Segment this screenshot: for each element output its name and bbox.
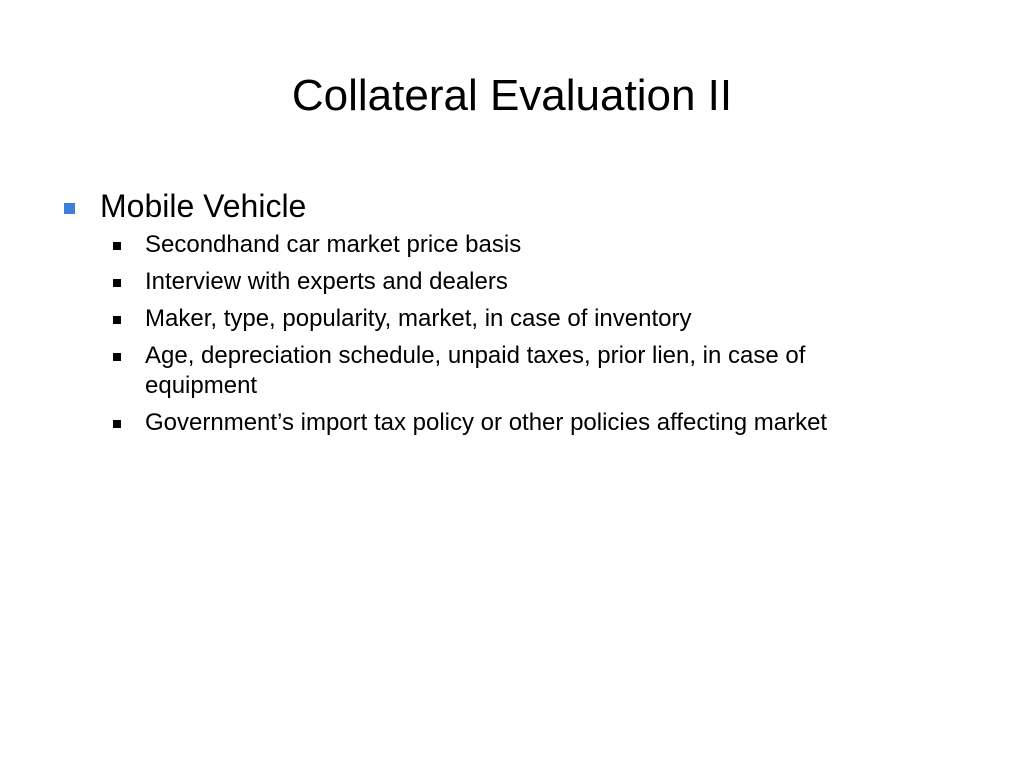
small-square-bullet-icon xyxy=(113,242,121,250)
sub-bullet-text: Secondhand car market price basis xyxy=(145,231,522,258)
small-square-bullet-icon xyxy=(113,279,121,287)
sub-bullet-list xyxy=(62,230,962,438)
sub-bullet-item xyxy=(62,230,875,260)
sub-bullet-text: Age, depreciation schedule, unpaid taxes, prior lien, in case of equipment xyxy=(145,342,806,399)
small-square-bullet-icon xyxy=(113,353,121,361)
sub-bullet-text: Interview with experts and dealers xyxy=(145,268,508,295)
sub-bullet-text: Government’s import tax policy or other policies affecting market xyxy=(145,409,828,436)
square-bullet-icon xyxy=(64,203,75,214)
sub-bullet-item xyxy=(62,408,875,438)
bullet-mobile-vehicle xyxy=(62,186,962,226)
sub-bullet-item xyxy=(62,267,875,297)
small-square-bullet-icon xyxy=(113,420,121,428)
sub-bullet-item xyxy=(62,304,875,334)
slide-content xyxy=(62,186,962,445)
sub-bullet-text: Maker, type, popularity, market, in case of inventory xyxy=(145,305,692,332)
slide-title: Collateral Evaluation II xyxy=(291,71,733,120)
bullet-text: Mobile Vehicle xyxy=(100,188,307,224)
sub-bullet-item xyxy=(62,341,875,401)
small-square-bullet-icon xyxy=(113,316,121,324)
